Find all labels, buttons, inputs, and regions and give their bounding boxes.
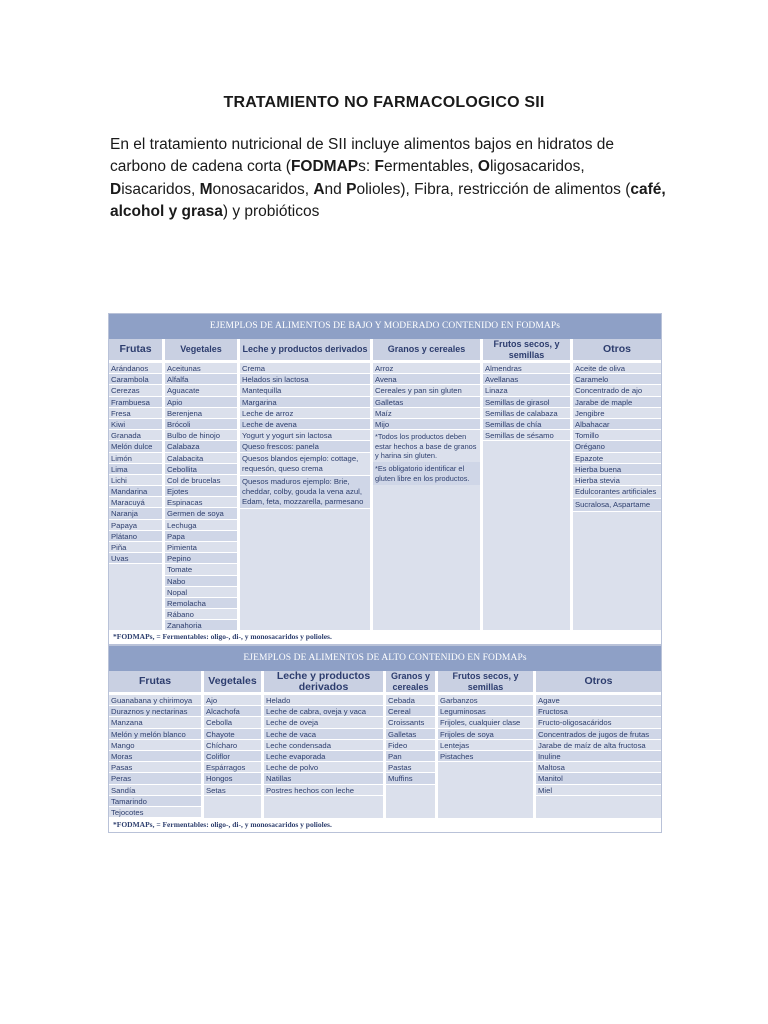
table-cell: Aguacate (165, 385, 237, 396)
table-cell: Galletas (373, 397, 480, 408)
table-cell: Aceitunas (165, 363, 237, 374)
table-cell: Arroz (373, 363, 480, 374)
column-header: Granos y cereales (386, 671, 435, 695)
table-cell: Crema (240, 363, 370, 374)
table-cell: Helados sin lactosa (240, 374, 370, 385)
table-cell: Lichi (109, 475, 162, 486)
table-cell: Epazote (573, 453, 661, 464)
table-cell: Galletas (386, 729, 435, 740)
granos-note: *Todos los productos deben estar hechos a base de granos y harina sin gluten. (375, 432, 477, 460)
table-cell: Naranja (109, 508, 162, 519)
table-cell: Linaza (483, 385, 570, 396)
table-cell: Alfalfa (165, 374, 237, 385)
table-cell: Plátano (109, 531, 162, 542)
table-cell: Tomillo (573, 430, 661, 441)
table-cell: Avellanas (483, 374, 570, 385)
table-cell: Chayote (204, 729, 261, 740)
column-header: Frutos secos, y semillas (483, 339, 570, 363)
table-cell: Yogurt y yogurt sin lactosa (240, 430, 370, 441)
table-cell: Cereal (386, 706, 435, 717)
table-cell: Pimienta (165, 542, 237, 553)
high-col-leche (264, 671, 386, 818)
table-cell: Lentejas (438, 740, 533, 751)
table-cell: Concentrados de jugos de frutas (536, 729, 661, 740)
table-cell: Garbanzos (438, 695, 533, 706)
column-header: Vegetales (204, 671, 261, 695)
table-cell: Rábano (165, 609, 237, 620)
table-cell: Espinacas (165, 497, 237, 508)
column-header: Vegetales (165, 339, 237, 363)
table-cell: Frijoles, cualquier clase (438, 717, 533, 728)
table-cell: Papaya (109, 520, 162, 531)
table-cell: Mantequilla (240, 385, 370, 396)
table-cell: Pepino (165, 553, 237, 564)
column-header: Leche y productos derivados (240, 339, 370, 363)
table-cell: Fideo (386, 740, 435, 751)
table-cell: Queso frescos: panela (240, 441, 370, 452)
table-cell: Tomate (165, 564, 237, 575)
table-cell: Margarina (240, 397, 370, 408)
table-cell: Duraznos y nectarinas (109, 706, 201, 717)
table-cell: Semillas de sésamo (483, 430, 570, 441)
column-header: Leche y productos derivados (264, 671, 383, 695)
table-cell: Fresa (109, 408, 162, 419)
column-header: Otros (536, 671, 661, 695)
table-cell: Muffins (386, 773, 435, 784)
low-col-frutas (109, 339, 165, 632)
table-cell: Uvas (109, 553, 162, 564)
table-cell: Leche de vaca (264, 729, 383, 740)
table-cell: Miel (536, 785, 661, 796)
table-cell: Limón (109, 453, 162, 464)
table-cell: Cebolla (204, 717, 261, 728)
table-cell: Espárragos (204, 762, 261, 773)
table-cell: Natillas (264, 773, 383, 784)
table-cell: Mandarina (109, 486, 162, 497)
high-col-otros (536, 671, 661, 818)
column-header: Frutos secos, y semillas (438, 671, 533, 695)
table-cell: Pastas (386, 762, 435, 773)
table-cell: Alcachofa (204, 706, 261, 717)
table-cell: Aceite de oliva (573, 363, 661, 374)
table-cell: Granada (109, 430, 162, 441)
table-cell: Papa (165, 531, 237, 542)
table-cell: Leguminosas (438, 706, 533, 717)
table-cell: Pan (386, 751, 435, 762)
table-cell: Cebada (386, 695, 435, 706)
table-cell: Semillas de chía (483, 419, 570, 430)
table-cell: Mijo (373, 419, 480, 430)
table-cell: Orégano (573, 441, 661, 452)
high-fodmap-banner: EJEMPLOS DE ALIMENTOS DE ALTO CONTENIDO EN FODMAPs (109, 646, 661, 671)
column-header: Frutas (109, 339, 162, 363)
table-cell: Mango (109, 740, 201, 751)
table-cell: Carambola (109, 374, 162, 385)
column-header: Frutas (109, 671, 201, 695)
table-cell: Caramelo (573, 374, 661, 385)
high-fodmap-table (108, 645, 662, 833)
table-cell: Leche de polvo (264, 762, 383, 773)
table-cell: Semillas de calabaza (483, 408, 570, 419)
table-cell: Chícharo (204, 740, 261, 751)
table-cell: Tejocotes (109, 807, 201, 818)
table-cell: Maltosa (536, 762, 661, 773)
table-cell: Semillas de girasol (483, 397, 570, 408)
table-cell: Croissants (386, 717, 435, 728)
table-cell: Tamarindo (109, 796, 201, 807)
table-cell: Jengibre (573, 408, 661, 419)
low-col-granos (373, 339, 483, 632)
table-cell: Quesos maduros ejemplo: Brie, cheddar, colby, gouda la vena azul, Edam, feta, mozzarella, parmesano (240, 476, 370, 509)
table-cell: Hierba buena (573, 464, 661, 475)
table-cell: Maracuyá (109, 497, 162, 508)
table-cell: Leche de cabra, oveja y vaca (264, 706, 383, 717)
table-cell: Leche de arroz (240, 408, 370, 419)
table-cell: Bulbo de hinojo (165, 430, 237, 441)
high-col-frutas (109, 671, 204, 818)
table-cell: Berenjena (165, 408, 237, 419)
table-cell: Piña (109, 542, 162, 553)
table-cell: Pasas (109, 762, 201, 773)
table-cell: Apio (165, 397, 237, 408)
page-title: TRATAMIENTO NO FARMACOLOGICO SII (223, 94, 545, 111)
table-cell: Moras (109, 751, 201, 762)
table-cell: Helado (264, 695, 383, 706)
intro-paragraph: En el tratamiento nutricional de SII incluye alimentos bajos en hidratos de carbono de cadena corta (FODMAPs: Fermentables, Oligosacaridos, Disacaridos, Monosacaridos, And Polioles), Fibra, restricción de alimentos (café, alcohol y grasa) y probióticos (110, 136, 666, 221)
table-cell: Concentrado de ajo (573, 385, 661, 396)
table-cell: Albahacar (573, 419, 661, 430)
column-header: Otros (573, 339, 661, 363)
table-cell: Agave (536, 695, 661, 706)
table-cell: Sandía (109, 785, 201, 796)
table-cell: Cebollita (165, 464, 237, 475)
table-cell: Brócoli (165, 419, 237, 430)
table-cell: Nabo (165, 576, 237, 587)
low-fodmap-footnote: *FODMAPs, = Fermentables: oligo-, di-, y monosacaridos y polioles. (109, 630, 661, 644)
table-cell: Maíz (373, 408, 480, 419)
table-cell: Fructosa (536, 706, 661, 717)
table-cell: Zanahoria (165, 620, 237, 631)
low-col-otros (573, 339, 661, 632)
table-cell: Fructo-oligosacáridos (536, 717, 661, 728)
table-cell: Kiwi (109, 419, 162, 430)
table-cell: Inuline (536, 751, 661, 762)
low-fodmap-banner: EJEMPLOS DE ALIMENTOS DE BAJO Y MODERADO CONTENIDO EN FODMAPs (109, 314, 661, 339)
table-cell: Lechuga (165, 520, 237, 531)
table-cell: Lima (109, 464, 162, 475)
table-cell: Quesos blandos ejemplo: cottage, requesón, queso crema (240, 453, 370, 476)
table-cell: Jarabe de maple (573, 397, 661, 408)
high-fodmap-footnote: *FODMAPs, = Fermentables: oligo-, di-, y monosacaridos y polioles. (109, 818, 661, 832)
table-cell: Setas (204, 785, 261, 796)
table-cell: Avena (373, 374, 480, 385)
table-cell: Germen de soya (165, 508, 237, 519)
table-cell: Arándanos (109, 363, 162, 374)
table-cell: Melón dulce (109, 441, 162, 452)
table-cell: Coliflor (204, 751, 261, 762)
low-fodmap-table (108, 313, 662, 645)
table-cell: Manzana (109, 717, 201, 728)
high-col-granos (386, 671, 438, 818)
table-cell: Postres hechos con leche (264, 785, 383, 796)
low-col-vegetales (165, 339, 240, 632)
table-cell: Col de brucelas (165, 475, 237, 486)
table-cell: Leche evaporada (264, 751, 383, 762)
table-cell: Hongos (204, 773, 261, 784)
table-cell: Hierba stevia (573, 475, 661, 486)
table-cell: Jarabe de maíz de alta fructosa (536, 740, 661, 751)
table-cell: Sucralosa, Aspartame (573, 499, 661, 512)
table-cell: Leche de oveja (264, 717, 383, 728)
high-col-vegetales (204, 671, 264, 818)
table-cell: Remolacha (165, 598, 237, 609)
table-cell: Guanabana y chirimoya (109, 695, 201, 706)
table-cell: Cereales y pan sin gluten (373, 385, 480, 396)
table-cell: Ejotes (165, 486, 237, 497)
table-cell: Manitol (536, 773, 661, 784)
table-cell: Pistaches (438, 751, 533, 762)
table-cell: Ajo (204, 695, 261, 706)
table-cell: Nopal (165, 587, 237, 598)
low-col-frutos (483, 339, 573, 632)
table-cell: Edulcorantes artificiales (573, 486, 661, 499)
table-cell: Almendras (483, 363, 570, 374)
table-cell: Calabaza (165, 441, 237, 452)
column-header: Granos y cereales (373, 339, 480, 363)
table-cell: Peras (109, 773, 201, 784)
granos-note: *Es obligatorio identificar el gluten libre en los productos. (373, 462, 480, 485)
high-col-frutos (438, 671, 536, 818)
low-col-leche (240, 339, 373, 632)
table-cell: Frambuesa (109, 397, 162, 408)
table-cell: Leche de avena (240, 419, 370, 430)
table-cell: Melón y melón blanco (109, 729, 201, 740)
table-cell: Frijoles de soya (438, 729, 533, 740)
table-cell: Leche condensada (264, 740, 383, 751)
table-cell: Cerezas (109, 385, 162, 396)
table-cell: Calabacita (165, 453, 237, 464)
